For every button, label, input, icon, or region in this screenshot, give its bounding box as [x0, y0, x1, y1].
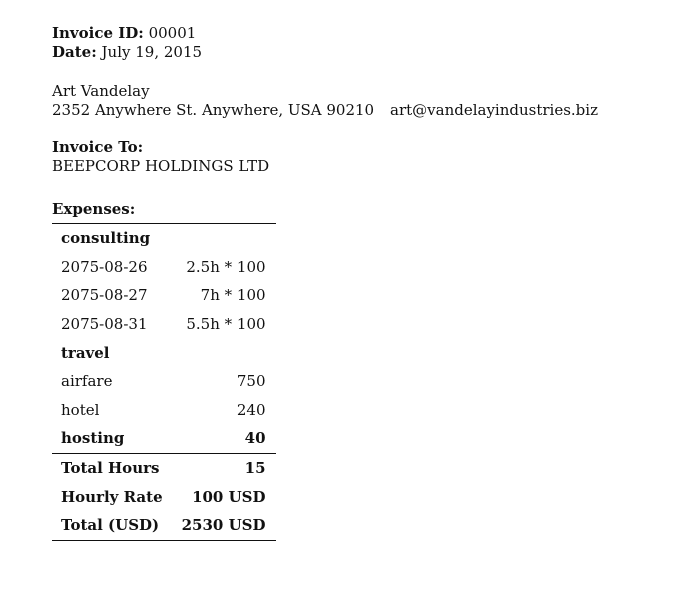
- expenses-section: [52, 200, 652, 541]
- expense-total-value: 100 USD: [192, 487, 266, 506]
- expense-item-row: [52, 310, 276, 339]
- expense-total-row: [52, 453, 276, 482]
- expense-amount: 40: [244, 429, 266, 448]
- invoice-date-line: [52, 43, 652, 62]
- expense-item-row: [52, 281, 276, 310]
- expense-total-label: Total Hours: [52, 453, 173, 482]
- expense-item-label: airfare: [61, 372, 113, 391]
- expense-category-row: [52, 338, 276, 367]
- expense-total-label: Hourly Rate: [61, 487, 163, 506]
- expense-item-label: 2075-08-31: [61, 315, 148, 334]
- recipient-name: BEEPCORP HOLDINGS LTD: [52, 157, 270, 175]
- expense-category-label: consulting: [61, 229, 151, 248]
- sender-email: art@vandelayindustries.biz: [390, 101, 598, 119]
- expense-item-label: 2075-08-26: [61, 257, 148, 276]
- expense-amount: 2.5h * 100: [186, 257, 266, 276]
- expense-amount: 5.5h * 100: [186, 315, 266, 334]
- expense-amount: [173, 338, 276, 367]
- expense-item-label: hotel: [61, 400, 100, 419]
- expense-item-row: [52, 396, 276, 425]
- expense-total-label: Total (USD): [61, 516, 160, 535]
- expense-amount: 240: [236, 400, 266, 419]
- expense-category-row: [52, 224, 276, 253]
- sender-name: Art Vandelay: [52, 82, 150, 100]
- expense-amount: 750: [236, 372, 266, 391]
- expense-amount: [173, 224, 276, 253]
- expense-category-label: hosting: [61, 429, 125, 448]
- sender-address: 2352 Anywhere St. Anywhere, USA 90210: [52, 101, 375, 119]
- expenses-title: Expenses:: [52, 200, 136, 218]
- expense-amount: 7h * 100: [200, 286, 266, 305]
- invoice-date-value: July 19, 2015: [101, 43, 203, 61]
- expense-category-label: travel: [61, 343, 110, 362]
- expense-total-row: [52, 511, 276, 540]
- invoice-id-value: 00001: [148, 24, 197, 42]
- expense-total-value: 2530 USD: [181, 516, 266, 535]
- expense-total-row: [52, 482, 276, 511]
- expense-category-row: [52, 424, 276, 453]
- expenses-table-body: [52, 224, 276, 541]
- invoice-meta: [52, 24, 652, 62]
- recipient-block: [52, 138, 652, 176]
- expense-total-value: 15: [173, 453, 276, 482]
- expense-item-label: 2075-08-27: [61, 286, 148, 305]
- sender-block: [52, 82, 652, 120]
- invoice-id-label: Invoice ID:: [52, 24, 144, 42]
- recipient-label: Invoice To:: [52, 138, 144, 156]
- invoice-date-label: Date:: [52, 43, 97, 61]
- invoice-page: [52, 24, 652, 541]
- expense-item-row: [52, 367, 276, 396]
- sender-contact-row: [52, 101, 598, 120]
- expense-item-row: [52, 253, 276, 282]
- invoice-id-line: [52, 24, 652, 43]
- expenses-table: [52, 223, 276, 541]
